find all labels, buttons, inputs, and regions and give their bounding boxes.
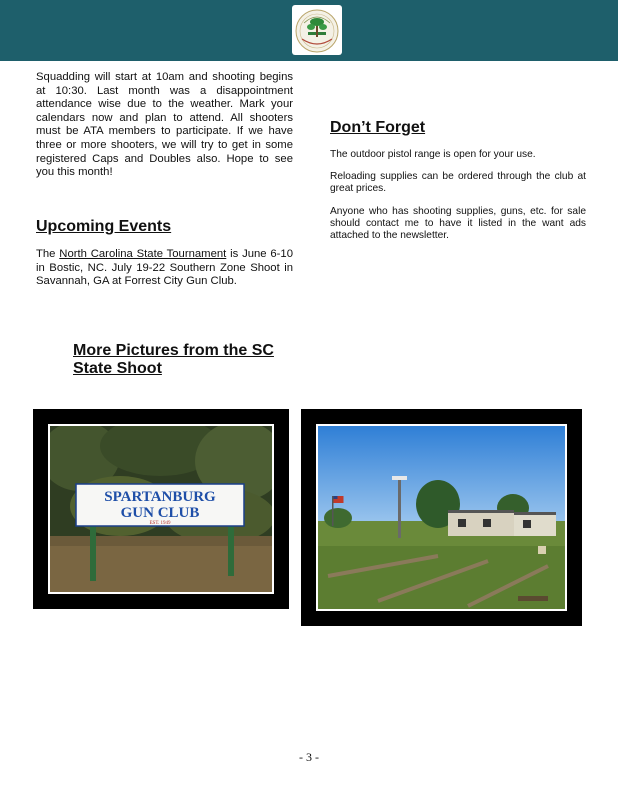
upcoming-prefix: The [36, 248, 60, 260]
nc-tournament-link[interactable]: North Carolina State Tournament [59, 248, 227, 260]
sign-est: EST. 1949 [149, 521, 171, 526]
page-number: - 3 - [299, 750, 319, 764]
sign-line1: SPARTANBURG [104, 489, 216, 505]
intro-column [36, 71, 293, 180]
upcoming-suffix: is June 6-10 in Bostic, NC. July 19-22 Southern Zone Shoot in Savannah, GA at Forrest City Gun Club. [36, 248, 293, 288]
photo-frame [316, 424, 567, 611]
dont-forget-heading: Don’t Forget [330, 119, 426, 136]
trap-field-scene [318, 426, 565, 609]
intro-paragraph: Squadding will start at 10am and shooting begins at 10:30. Last month was a disappointment attendance wise due to the weather. Mark your calendars now and plan to attend. All shooters must be ATA members to participate. If we have three or more shooters, we will try to get in some registered Caps and Doubles also. Hope to see you this month! [36, 71, 293, 179]
page-header-bar [0, 0, 618, 61]
sign-line2: GUN CLUB [120, 505, 200, 521]
club-logo [292, 5, 342, 55]
upcoming-events-text [36, 248, 293, 289]
spartanburg-sign-scene [50, 426, 272, 592]
dont-forget-column [330, 118, 586, 252]
photo-spartanburg-sign [33, 409, 289, 609]
dont-forget-item: The outdoor pistol range is open for your use. [330, 149, 536, 160]
photo-trap-field [301, 409, 582, 626]
club-logo-image [292, 5, 342, 55]
photo-frame [48, 424, 274, 594]
dont-forget-item: Anyone who has shooting supplies, guns, etc. for sale should contact me to have it listed in the want ads attached to the newsletter. [330, 205, 586, 242]
dont-forget-item: Reloading supplies can be ordered through the club at great prices. [330, 171, 586, 195]
pictures-heading: More Pictures from the SC State Shoot [73, 342, 274, 377]
upcoming-events-paragraph [36, 248, 293, 289]
upcoming-events-heading: Upcoming Events [36, 218, 172, 235]
